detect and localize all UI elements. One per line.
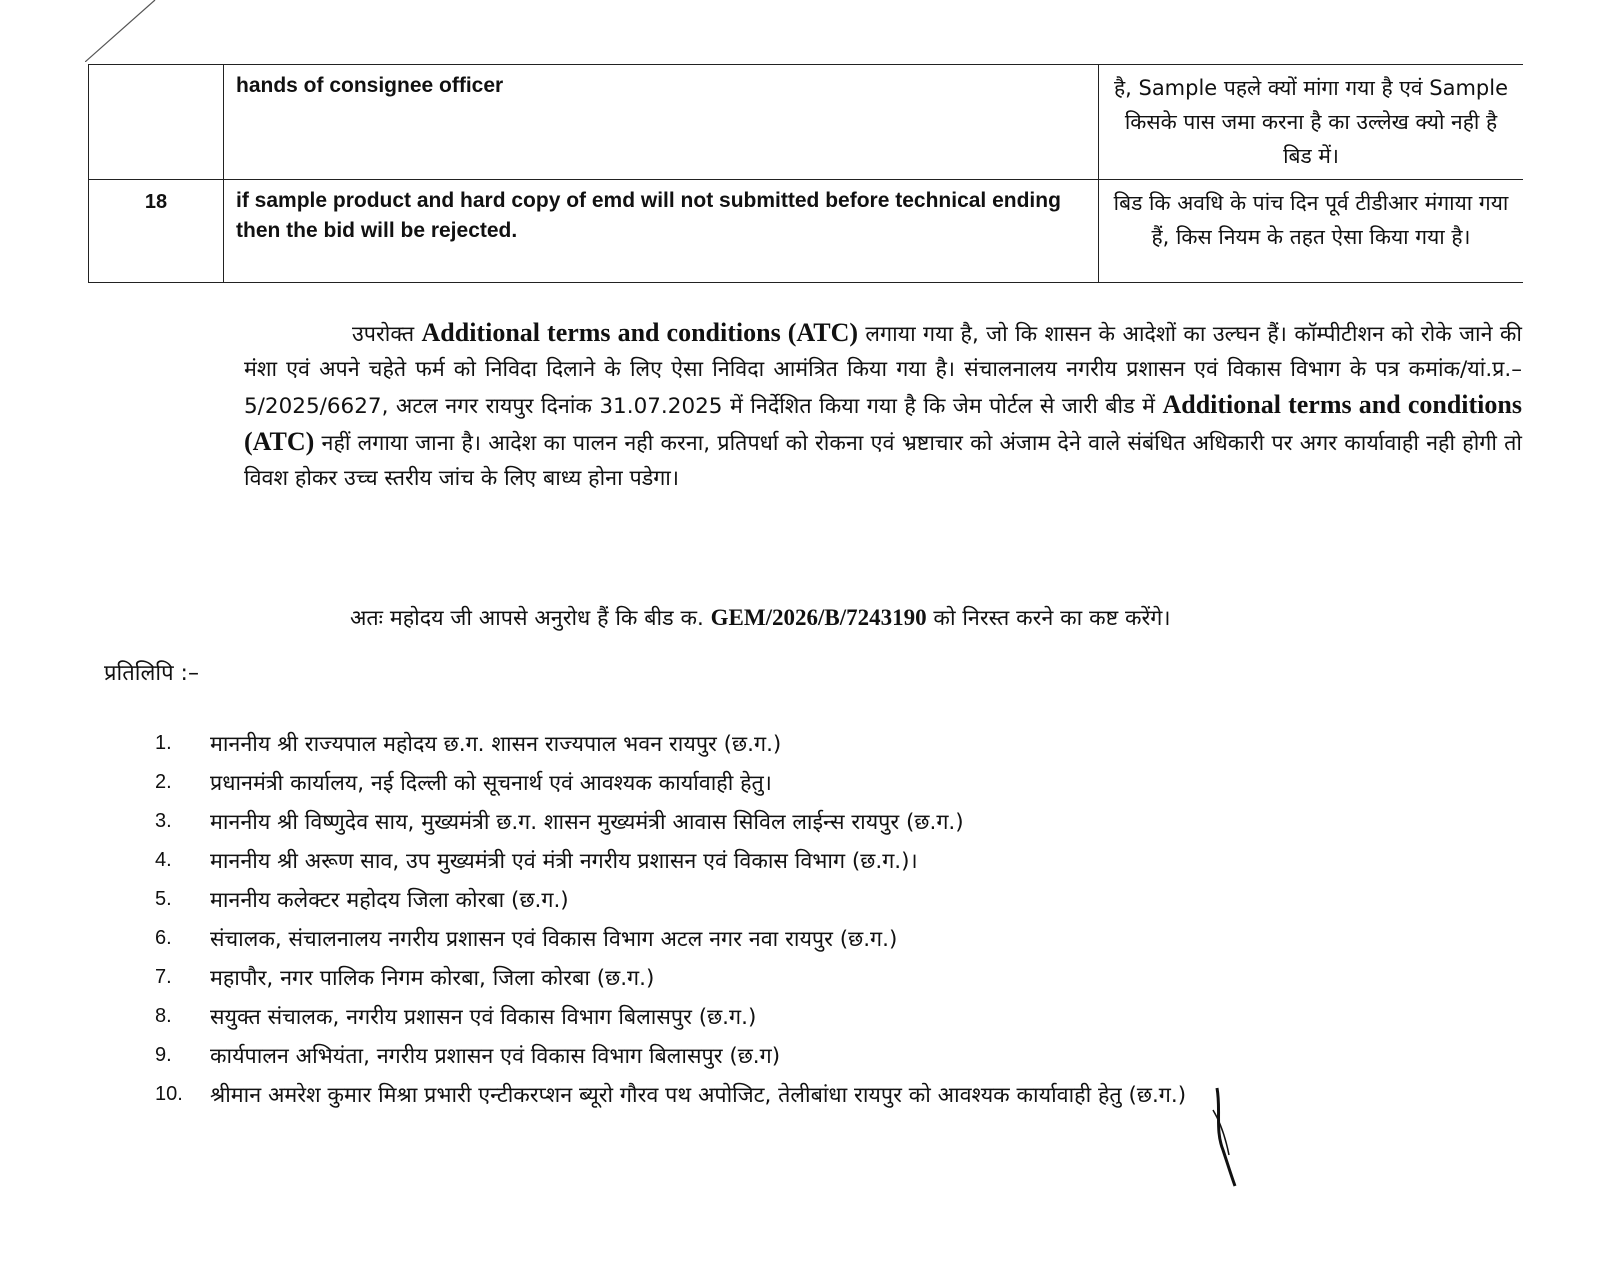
list-item <box>155 724 1515 763</box>
list-text: श्रीमान अमरेश कुमार मिश्रा प्रभारी एन्टीकरप्शन ब्यूरो गौरव पथ अपोजिट, तेलीबांधा रायपुर को आवश्यक कार्यावाही हेतु (छ.ग.) <box>210 1083 1187 1108</box>
signature-mark <box>1195 1080 1255 1190</box>
list-item <box>155 841 1515 880</box>
list-number: 10. <box>155 1083 183 1105</box>
atc-term: Additional terms and conditions (ATC) <box>421 318 859 347</box>
objections-table <box>88 64 1523 283</box>
list-number: 3. <box>155 810 172 832</box>
list-text: माननीय श्री अरूण साव, उप मुख्यमंत्री एवं मंत्री नगरीय प्रशासन एवं विकास विभाग (छ.ग.)। <box>210 849 918 874</box>
list-number: 6. <box>155 927 172 949</box>
list-text: माननीय श्री राज्यपाल महोदय छ.ग. शासन राज्यपाल भवन रायपुर (छ.ग.) <box>210 732 782 757</box>
list-text: माननीय श्री विष्णुदेव साय, मुख्यमंत्री छ.ग. शासन मुख्यमंत्री आवास सिविल लाईन्स रायपुर (छ.ग.) <box>210 810 964 835</box>
list-text: सयुक्त संचालक, नगरीय प्रशासन एवं विकास विभाग बिलासपुर (छ.ग.) <box>210 1005 757 1030</box>
copy-heading: प्रतिलिपि :– <box>104 661 199 686</box>
row-number-cell: 18 <box>89 180 224 283</box>
copy-recipients-list <box>155 724 1515 1114</box>
list-item <box>155 802 1515 841</box>
paragraph-text: लगाया गया है, जो कि शासन के आदेशों का उल्घन हैं। कॉम्पीटीशन को रोके जाने की मंशा एवं अपने चहेते फर्म को निविदा दिलाने के लिए ऐसा निविदा आमंत्रित किया गया है। संचालनालय नगरीय प्रशासन एवं विकास विभाग के पत्र कमांक/यां.प्र.–5/2025/6627, अटल नगर रायपुर दिनांक 31.07.2025 में निर्देशित किया गया है कि जेम पोर्टल से जारी बीड में <box>244 322 1522 419</box>
list-number: 5. <box>155 888 172 910</box>
list-item <box>155 997 1515 1036</box>
list-text: महापौर, नगर पालिक निगम कोरबा, जिला कोरबा (छ.ग.) <box>210 966 655 991</box>
table-row <box>89 65 1524 180</box>
request-text: को निरस्त करने का कष्ट करेंगे। <box>926 606 1171 631</box>
list-item <box>155 880 1515 919</box>
paragraph-text: उपरोक्त <box>352 322 422 347</box>
list-text: संचालक, संचालनालय नगरीय प्रशासन एवं विकास विभाग अटल नगर नवा रायपुर (छ.ग.) <box>210 927 898 952</box>
list-number: 1. <box>155 732 172 754</box>
list-number: 8. <box>155 1005 172 1027</box>
request-text: अतः महोदय जी आपसे अनुरोध हैं कि बीड क. <box>350 606 711 631</box>
condition-cell: if sample product and hard copy of emd will not submitted before technical ending then the bid will be rejected. <box>224 180 1099 283</box>
condition-cell: hands of consignee officer <box>224 65 1099 180</box>
remark-cell: बिड कि अवधि के पांच दिन पूर्व टीडीआर मंगाया गया हैं, किस नियम के तहत ऐसा किया गया है। <box>1099 180 1524 283</box>
list-number: 2. <box>155 771 172 793</box>
list-item <box>155 1036 1515 1075</box>
atc-term: Additional terms and conditions (ATC) <box>244 390 1522 456</box>
page-fold-line <box>85 0 165 62</box>
list-number: 9. <box>155 1044 172 1066</box>
list-text: माननीय कलेक्टर महोदय जिला कोरबा (छ.ग.) <box>210 888 569 913</box>
list-item <box>155 919 1515 958</box>
atc-objection-paragraph <box>244 315 1522 496</box>
list-item <box>155 763 1515 802</box>
cancellation-request <box>350 600 1500 636</box>
list-item <box>155 958 1515 997</box>
list-item <box>155 1075 1515 1114</box>
list-number: 7. <box>155 966 172 988</box>
remark-cell: है, Sample पहले क्यों मांगा गया है एवं Sample किसके पास जमा करना है का उल्लेख क्यो नही है बिड में। <box>1099 65 1524 180</box>
table-row <box>89 180 1524 283</box>
paragraph-text: नहीं लगाया जाना है। आदेश का पालन नही करना, प्रतिपर्धा को रोकना एवं भ्रष्टाचार को अंजाम देने वाले संबंधित अधिकारी पर अगर कार्यावाही नही होगी तो विवश होकर उच्च स्तरीय जांच के लिए बाध्य होना पडेगा। <box>244 431 1522 491</box>
bid-number: GEM/2026/B/7243190 <box>710 605 927 630</box>
row-number-cell <box>89 65 224 180</box>
list-number: 4. <box>155 849 172 871</box>
list-text: कार्यपालन अभियंता, नगरीय प्रशासन एवं विकास विभाग बिलासपुर (छ.ग) <box>210 1044 781 1069</box>
list-text: प्रधानमंत्री कार्यालय, नई दिल्ली को सूचनार्थ एवं आवश्यक कार्यावाही हेतु। <box>210 771 772 796</box>
